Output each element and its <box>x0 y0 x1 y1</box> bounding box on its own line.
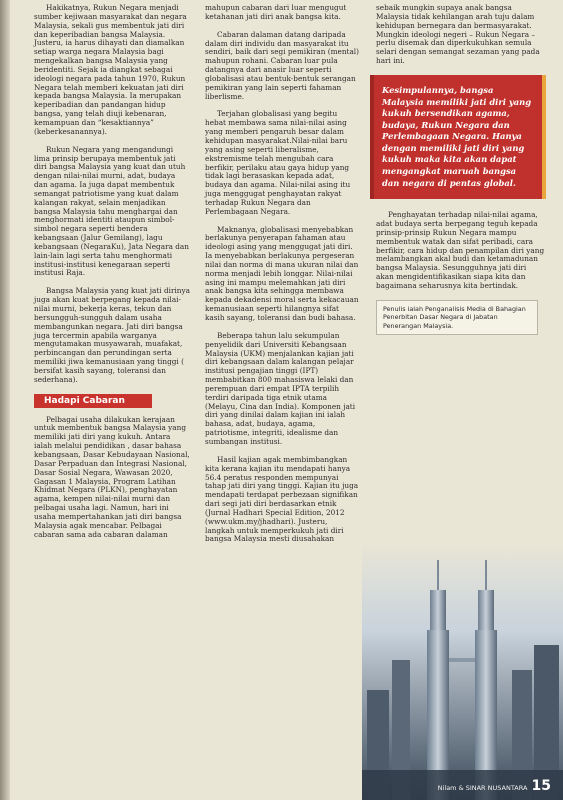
paragraph: sebaik mungkin supaya anak bangsa Malaysia tidak kehilangan arah tuju dalam kehidupan bernegara dan bermasyarakat. Mungkin ideologi negeri – Rukun Negara – perlu disemak dan diperkukuhkan semula selari dengan semangat sezaman yang pada hari ini. <box>376 3 540 66</box>
magazine-name: Nilam & SINAR NUSANTARA <box>437 784 528 792</box>
paragraph: Penghayatan terhadap nilai-nilai agama, adat budaya serta berpegang teguh kepada prinsip-prinsip Rukun Negara mampu membentuk watak dan sifat peribadi, cara berfikir, cara hidup dan penampilan diri yang melambangkan akal budi dan ketamadunan bangsa Malaysia. Sesungguhnya jati diri akan mengidentifikasikan siapa kita dan bagaimana seharusnya kita bertindak. <box>376 210 545 290</box>
paragraph: Bangsa Malaysia yang kuat jati dirinya juga akan kuat berpegang kepada nilai-nilai murni, bekerja keras, tekun dan bersungguh-sungguh dalam usaha membangunkan negara. Jati diri bangsa juga tercermin apabila warganya mengutamakan musyawarah, muafakat, perbincangan dan perundingan serta memiliki jiwa kemanusiaan yang tinggi ( bersifat kasih sayang, toleransi dan sederhana). <box>34 286 190 384</box>
paragraph: Beberapa tahun lalu sekumpulan penyelidik dari Universiti Kebangsaan Malaysia (UKM) menjalankan kajian jati diri kebangsaan dalam kalangan pelajar institusi pengajian tinggi (IPT) membabitkan 800 mahasiswa lelaki dan perempuan dari empat IPTA terpilih terdiri daripada tiga etnik utama (Melayu, Cina dan India). Komponen jati diri yang dinilai dalam kajian ini ialah bahasa, adat, budaya, agama, patriotisme, integriti, idealisme dan sumbangan institusi. <box>205 330 356 446</box>
column-3 <box>376 4 546 335</box>
skyline-illustration <box>362 540 563 800</box>
paragraph: Terjahan globalisasi yang begitu hebat membawa sama nilai-nilai asing yang memberi pengaruh besar dalam kehidupan masyarakat.Nilai-nilai baru yang asing seperti liberalisme, ekstremisme telah mengubah cara berfikir, perilaku atau gaya hidup yang tidak lagi berasaskan kepada adat, budaya dan agama. Nilai-nilai asing itu juga menggugat penghayatan rakyat terhadap Rukun Negara dan Perlembagaan Negara. <box>205 109 351 216</box>
paragraph: Rukun Negara yang mengandungi lima prinsip berupaya membentuk jati diri bangsa Malaysia yang kuat dan utuh dengan nilai-nilai murni, adat, budaya dan agama. Ia juga dapat membentuk semangat patriotisme yang kuat dalam kalangan rakyat, selain menjadikan bangsa Malaysia tahu menghargai dan menghormati identiti ataupun simbol-simbol negara seperti bendera kebangsaan (Jalur Gemilang), lagu kebangsaan (NegaraKu), Jata Negara dan lain-lain lagi serta tahu menghormati institusi-institusi kenegaraan seperti institusi Raja. <box>34 144 189 278</box>
paragraph: mahupun cabaran dari luar mengugut ketahanan jati diri anak bangsa kita. <box>205 3 347 21</box>
page-edge <box>0 0 10 800</box>
section-heading: Hadapi Cabaran <box>34 394 152 408</box>
city-skyline-image <box>362 540 563 800</box>
paragraph: Pelbagai usaha dilakukan kerajaan untuk membentuk bangsa Malaysia yang memiliki jati diri yang kukuh. Antara ialah melalui pendidikan , dasar bahasa kebangsaan, Dasar Kebudayaan Nasional, Dasar Perpaduan dan Integrasi Nasional, Dasar Sosial Negara, Wawasan 2020, Gagasan 1 Malaysia, Program Latihan Khidmat Negara (PLKN), penghayatan agama, kempen nilai-nilai murni dan pelbagai usaha lagi. Namun, hari ini usaha mempertahankan jati diri bangsa Malaysia agak mencabar. Pelbagai cabaran sama ada cabaran dalaman <box>34 414 190 539</box>
paragraph: Cabaran dalaman datang daripada dalam diri individu dan masyarakat itu sendiri, baik dari segi pemikiran (mental) mahupun rohani. Cabaran luar pula datangnya dari anasir luar seperti globalisasi atau bentuk-bentuk serangan pemikiran yang lain seperti fahaman liberlisme. <box>205 29 359 101</box>
paragraph: Hasil kajian agak membimbangkan kita kerana kajian itu mendapati hanya 56.4 peratus responden mempunyai tahap jati diri yang tinggi. Kajian itu juga mendapati terdapat perbezaan signifikan dari segi jati diri berdasarkan etnik (Jurnal Hadhari Special Edition, 2012 (www.ukm.my/jhadhari). Justeru, langkah untuk memperkukuh jati diri bangsa Malaysia mesti diusahakan <box>205 454 359 544</box>
page-footer <box>438 778 551 794</box>
column-1 <box>34 4 190 548</box>
conclusion-callout: Kesimpulannya, bangsa Malaysia memiliki jati diri yang kukuh bersendikan agama, budaya, Rukun Negara dan Perlembagaan Negara. Hanya dengan memiliki jati diri yang kukuh maka kita akan dapat mengangkat maruah bangsa dan negara di pentas global. <box>370 75 546 199</box>
column-2 <box>205 4 359 553</box>
page-number: 15 <box>531 778 551 794</box>
paragraph: Hakikatnya, Rukun Negara menjadi sumber kejiwaan masyarakat dan negara Malaysia, sekali gus membentuk jati diri dan keperibadian bangsa Malaysia. Justeru, ia harus dihayati dan diamalkan setiap warga negara Malaysia bagi mengekalkan bangsa Malaysia yang beridentiti. Sejak ia diangkat sebagai ideologi negara pada tahun 1970, Rukun Negara telah memberi kekuatan jati diri kepada bangsa Malaysia. Ia merupakan keperibadian dan pandangan hidup bangsa, yang telah diuji kebenaran, kemampuan dan “kesaktiannya” (keberkesanannya). <box>34 3 187 136</box>
paragraph: Maknanya, globalisasi menyebabkan berlakunya penyerapan fahaman atau ideologi asing yang menggugat jati diri. Ia menyebabkan berlakunya pergeseran nilai dan norma di mana ukuran nilai dan norma menjadi lebih longgar. Nilai-nilai asing ini mampu melemahkan jati diri anak bangsa kita sehingga membawa kepada dekadensi moral serta kekacauan kemanusiaan seperti hilangnya sifat kasih sayang, toleransi dan budi bahasa. <box>205 224 359 322</box>
author-note: Penulis ialah Penganalisis Media di Bahagian Penerbitan Dasar Negara di Jabatan Penerangan Malaysia. <box>376 300 538 335</box>
